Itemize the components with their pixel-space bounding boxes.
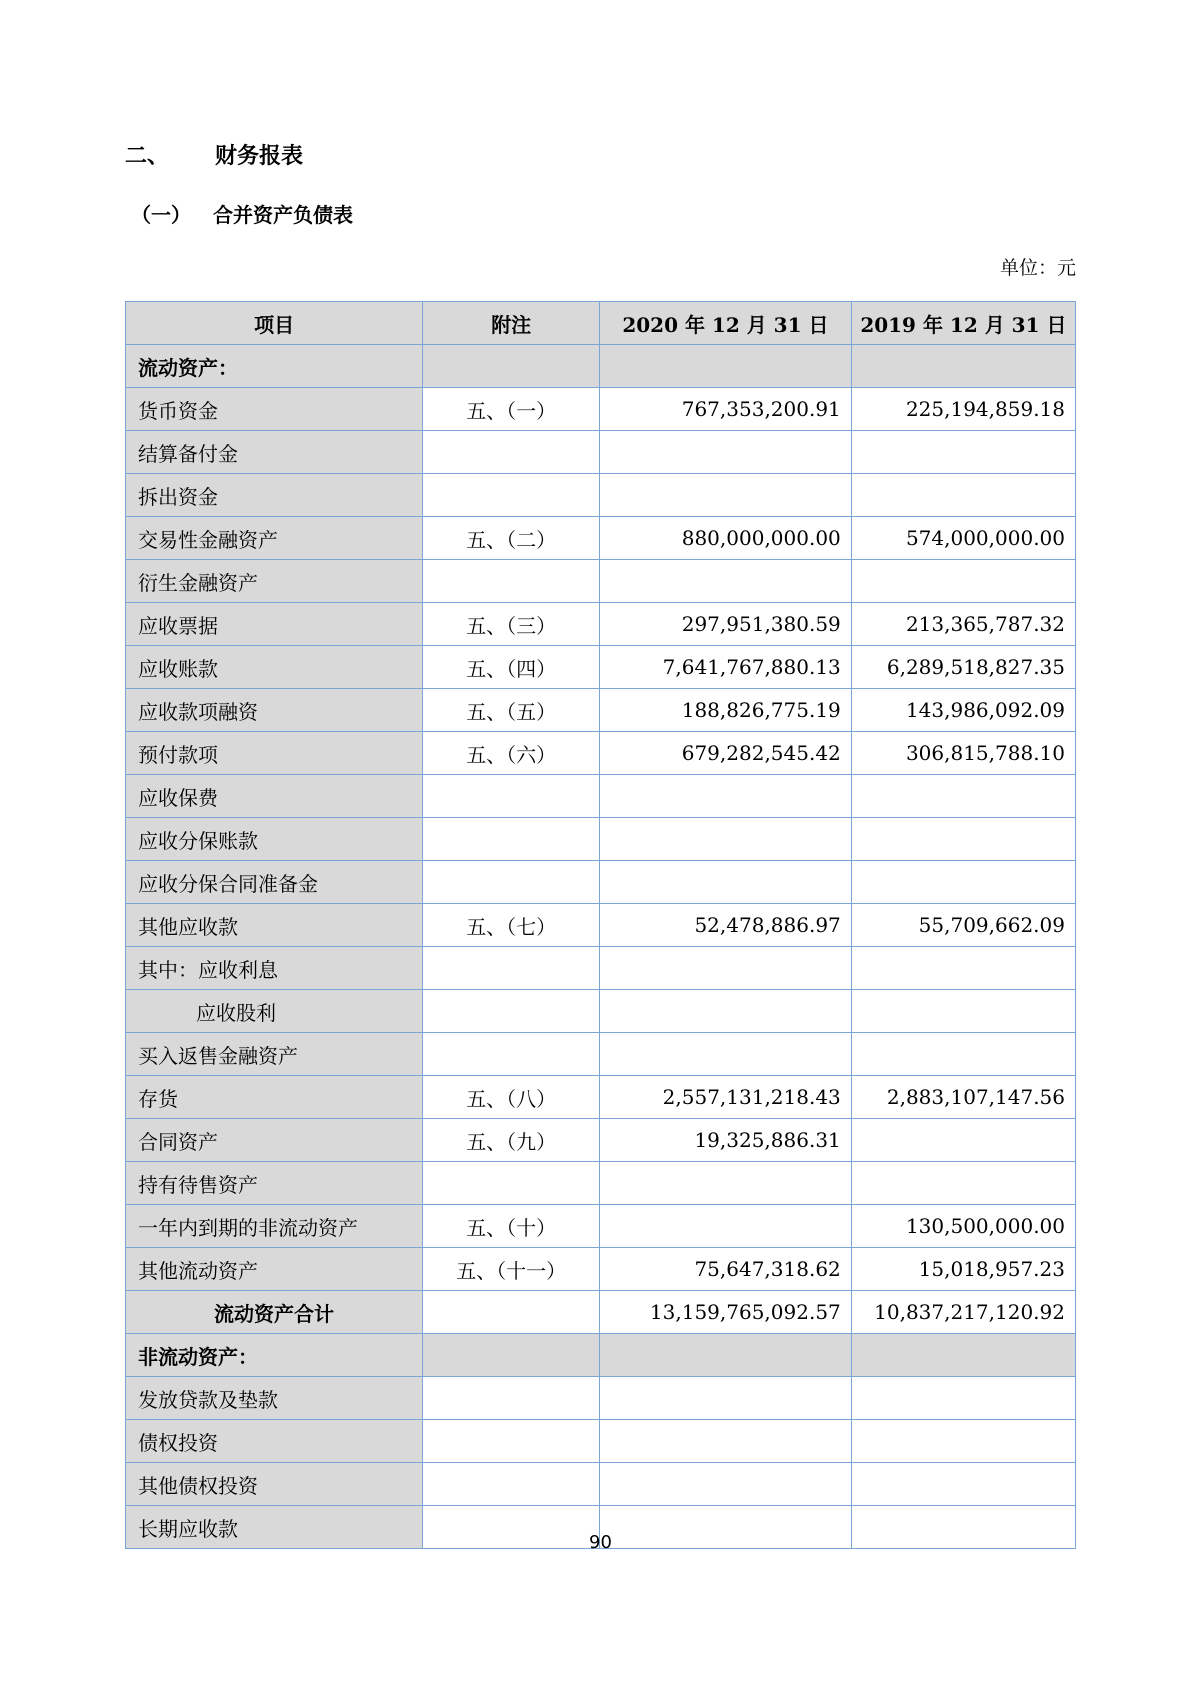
value-2020-cell: [600, 560, 852, 603]
item-cell: 存货: [126, 1076, 423, 1119]
note-cell: [423, 431, 600, 474]
note-cell: [423, 818, 600, 861]
note-cell: [423, 1033, 600, 1076]
value-2019-cell: [851, 775, 1075, 818]
item-cell: 拆出资金: [126, 474, 423, 517]
value-2020-cell: 679,282,545.42: [600, 732, 852, 775]
note-cell: 五、（九）: [423, 1119, 600, 1162]
value-2019-cell: [851, 1162, 1075, 1205]
table-body: [126, 345, 1076, 1549]
balance-sheet-table: [125, 301, 1076, 1549]
item-cell: 其中：应收利息: [126, 947, 423, 990]
value-2019-cell: [851, 474, 1075, 517]
column-header-2019: 2019 年 12 月 31 日: [851, 302, 1075, 345]
note-cell: 五、（十）: [423, 1205, 600, 1248]
value-2019-cell: [851, 431, 1075, 474]
table-row: [126, 603, 1076, 646]
note-cell: 五、（三）: [423, 603, 600, 646]
value-2020-cell: [600, 818, 852, 861]
section-row: [126, 1334, 1076, 1377]
table-row: [126, 1033, 1076, 1076]
value-2019-cell: [851, 1420, 1075, 1463]
note-cell: 五、（四）: [423, 646, 600, 689]
table-row: [126, 1291, 1076, 1334]
value-2020-cell: [600, 1162, 852, 1205]
note-cell: 五、（十一）: [423, 1248, 600, 1291]
note-cell: 五、（二）: [423, 517, 600, 560]
value-2019-cell: 55,709,662.09: [851, 904, 1075, 947]
value-2019-cell: [851, 861, 1075, 904]
value-2020-cell: 7,641,767,880.13: [600, 646, 852, 689]
table-row: [126, 1463, 1076, 1506]
value-2019-cell: [851, 818, 1075, 861]
table-row: [126, 1420, 1076, 1463]
table-row: [126, 1248, 1076, 1291]
table-row: [126, 1076, 1076, 1119]
item-cell: 其他债权投资: [126, 1463, 423, 1506]
note-cell: [423, 1463, 600, 1506]
note-cell: [423, 1162, 600, 1205]
table-row: [126, 1205, 1076, 1248]
table-row: [126, 388, 1076, 431]
value-2019-cell: [851, 1119, 1075, 1162]
subsection-heading-number: （一）: [131, 203, 191, 227]
value-2019-cell: [851, 1033, 1075, 1076]
section-row: [126, 345, 1076, 388]
item-cell: 应收款项融资: [126, 689, 423, 732]
subsection-heading: [125, 203, 1076, 227]
item-cell: 货币资金: [126, 388, 423, 431]
column-header-note: 附注: [423, 302, 600, 345]
value-2020-cell: 767,353,200.91: [600, 388, 852, 431]
table-row: [126, 818, 1076, 861]
note-cell: 五、（七）: [423, 904, 600, 947]
document-page-content: [125, 0, 1076, 1549]
value-2019-cell: 2,883,107,147.56: [851, 1076, 1075, 1119]
table-header-row: [126, 302, 1076, 345]
table-row: [126, 732, 1076, 775]
item-cell: 发放贷款及垫款: [126, 1377, 423, 1420]
item-cell: 一年内到期的非流动资产: [126, 1205, 423, 1248]
value-2020-cell: [600, 947, 852, 990]
value-2020-cell: [600, 990, 852, 1033]
item-cell: 长期应收款: [126, 1506, 423, 1549]
column-header-2020: 2020 年 12 月 31 日: [600, 302, 852, 345]
table-row: [126, 1377, 1076, 1420]
value-2019-cell: 143,986,092.09: [851, 689, 1075, 732]
item-cell: 流动资产：: [126, 345, 423, 388]
value-2019-cell: 306,815,788.10: [851, 732, 1075, 775]
section-heading: [125, 143, 1076, 169]
value-2020-cell: 13,159,765,092.57: [600, 1291, 852, 1334]
item-cell: 应收账款: [126, 646, 423, 689]
value-2020-cell: 297,951,380.59: [600, 603, 852, 646]
value-2019-cell: [851, 947, 1075, 990]
value-2019-cell: [851, 560, 1075, 603]
table-row: [126, 474, 1076, 517]
item-cell: 结算备付金: [126, 431, 423, 474]
table-row: [126, 689, 1076, 732]
value-2020-cell: [600, 861, 852, 904]
note-cell: [423, 861, 600, 904]
section-heading-number: 二、: [125, 143, 170, 169]
value-2019-cell: 225,194,859.18: [851, 388, 1075, 431]
note-cell: 五、（五）: [423, 689, 600, 732]
note-cell: [423, 474, 600, 517]
item-cell: 应收分保合同准备金: [126, 861, 423, 904]
table-row: [126, 431, 1076, 474]
value-2020-cell: 75,647,318.62: [600, 1248, 852, 1291]
value-2020-cell: 2,557,131,218.43: [600, 1076, 852, 1119]
value-2019-cell: 130,500,000.00: [851, 1205, 1075, 1248]
item-cell: 交易性金融资产: [126, 517, 423, 560]
table-row: [126, 1119, 1076, 1162]
value-2019-cell: [851, 1377, 1075, 1420]
table-row: [126, 904, 1076, 947]
table-row: [126, 947, 1076, 990]
value-2020-cell: 880,000,000.00: [600, 517, 852, 560]
value-2020-cell: [600, 1377, 852, 1420]
note-cell: 五、（八）: [423, 1076, 600, 1119]
value-2019-cell: 213,365,787.32: [851, 603, 1075, 646]
unit-label: 单位：元: [999, 257, 1076, 279]
item-cell: 应收股利: [126, 990, 423, 1033]
value-2020-cell: 19,325,886.31: [600, 1119, 852, 1162]
item-cell: 合同资产: [126, 1119, 423, 1162]
note-cell: 五、（六）: [423, 732, 600, 775]
note-cell: [423, 775, 600, 818]
value-2020-cell: [600, 1205, 852, 1248]
note-cell: [423, 990, 600, 1033]
value-2019-cell: [851, 1334, 1075, 1377]
value-2019-cell: 10,837,217,120.92: [851, 1291, 1075, 1334]
value-2020-cell: [600, 1033, 852, 1076]
value-2019-cell: [851, 990, 1075, 1033]
note-cell: [423, 1420, 600, 1463]
page-number: 90: [589, 1532, 612, 1553]
value-2019-cell: 6,289,518,827.35: [851, 646, 1075, 689]
note-cell: [423, 1291, 600, 1334]
item-cell: 应收保费: [126, 775, 423, 818]
subsection-heading-title: 合并资产负债表: [213, 203, 353, 227]
value-2020-cell: [600, 431, 852, 474]
value-2020-cell: [600, 474, 852, 517]
value-2019-cell: [851, 1463, 1075, 1506]
value-2019-cell: 15,018,957.23: [851, 1248, 1075, 1291]
item-cell: 应收票据: [126, 603, 423, 646]
table-row: [126, 861, 1076, 904]
section-heading-title: 财务报表: [215, 143, 304, 169]
value-2020-cell: 52,478,886.97: [600, 904, 852, 947]
column-header-item: 项目: [126, 302, 423, 345]
value-2020-cell: [600, 775, 852, 818]
item-cell: 债权投资: [126, 1420, 423, 1463]
value-2020-cell: [600, 1420, 852, 1463]
note-cell: [423, 1377, 600, 1420]
value-2020-cell: [600, 345, 852, 388]
item-cell: 其他应收款: [126, 904, 423, 947]
note-cell: [423, 560, 600, 603]
item-cell: 持有待售资产: [126, 1162, 423, 1205]
item-cell: 衍生金融资产: [126, 560, 423, 603]
table-row: [126, 517, 1076, 560]
value-2020-cell: [600, 1463, 852, 1506]
note-cell: [423, 1334, 600, 1377]
item-cell: 买入返售金融资产: [126, 1033, 423, 1076]
item-cell: 非流动资产：: [126, 1334, 423, 1377]
value-2019-cell: 574,000,000.00: [851, 517, 1075, 560]
table-row: [126, 646, 1076, 689]
note-cell: [423, 947, 600, 990]
table-row: [126, 560, 1076, 603]
item-cell: 流动资产合计: [126, 1291, 423, 1334]
table-row: [126, 1162, 1076, 1205]
item-cell: 应收分保账款: [126, 818, 423, 861]
table-row: [126, 775, 1076, 818]
table-row: [126, 990, 1076, 1033]
item-cell: 预付款项: [126, 732, 423, 775]
note-cell: [423, 345, 600, 388]
item-cell: 其他流动资产: [126, 1248, 423, 1291]
value-2019-cell: [851, 345, 1075, 388]
value-2020-cell: [600, 1334, 852, 1377]
value-2020-cell: 188,826,775.19: [600, 689, 852, 732]
note-cell: 五、（一）: [423, 388, 600, 431]
